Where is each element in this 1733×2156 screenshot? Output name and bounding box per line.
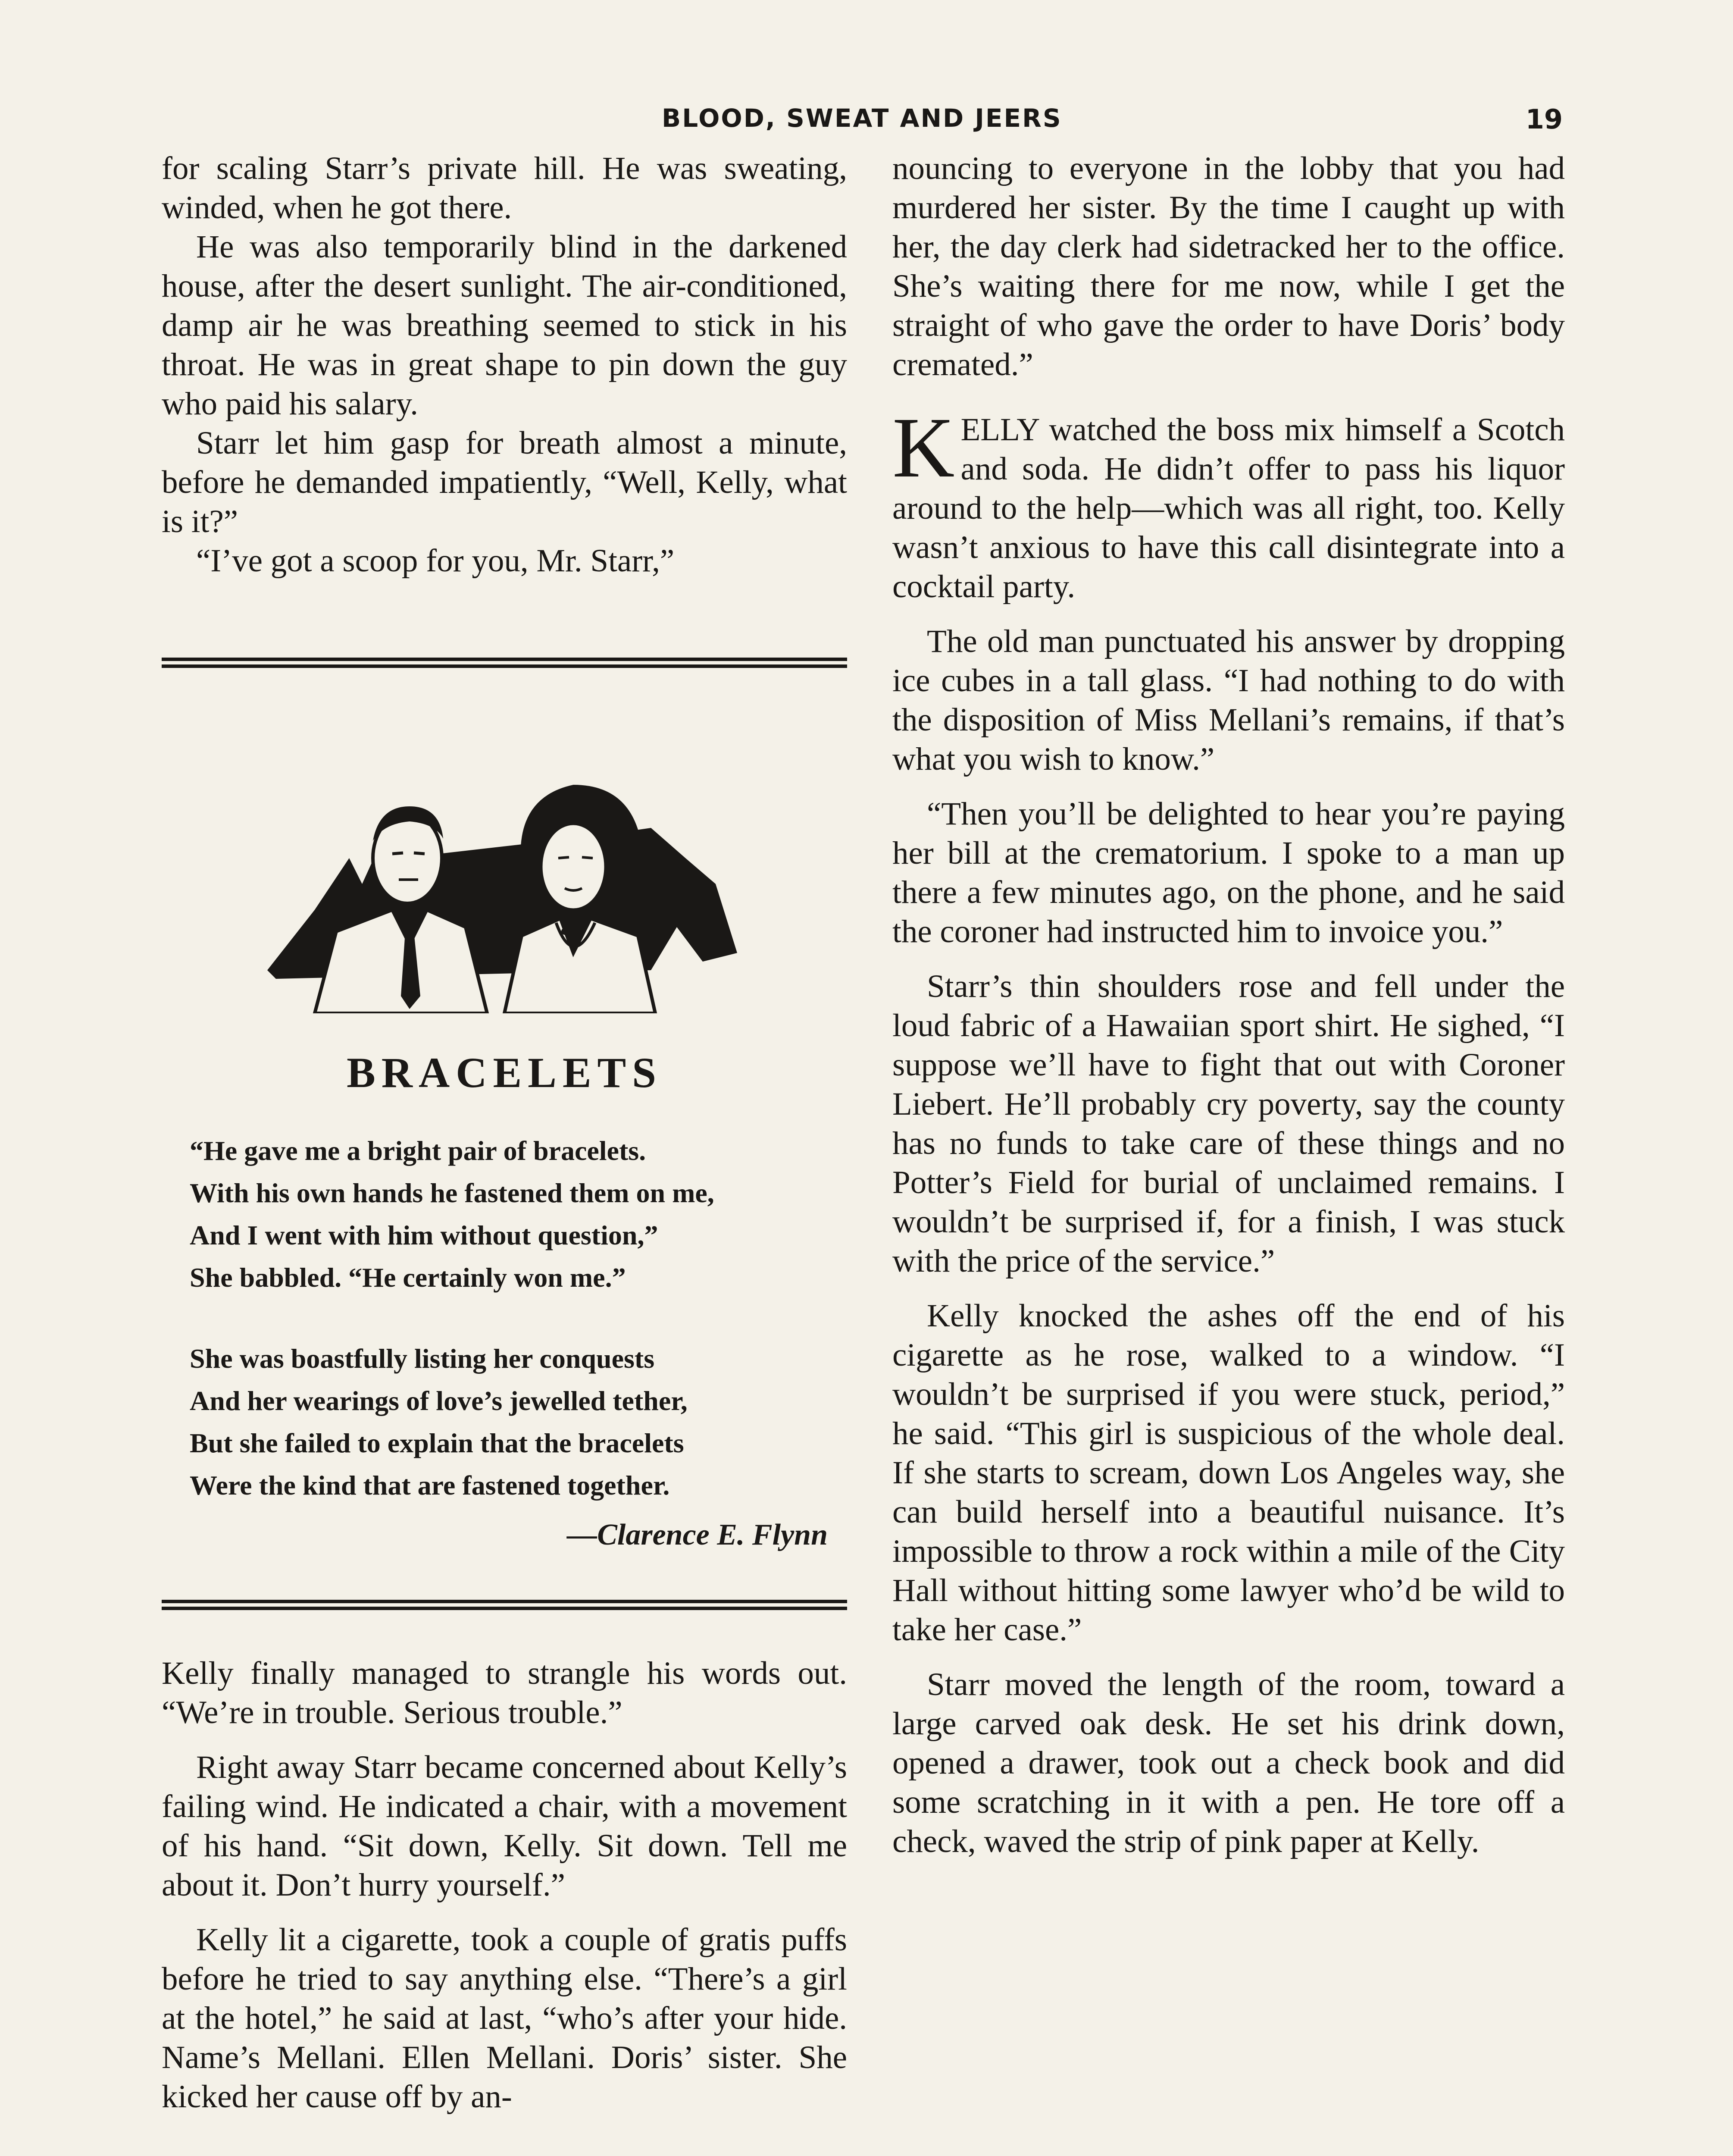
- running-title: BLOOD, SWEAT AND JEERS: [662, 103, 1062, 133]
- paragraph: Kelly lit a cigarette, took a couple of gratis puffs before he tried to say anything else. “There’s a girl at the hotel,” he said at last, “who’s after your hide. Name’s Mellani. Ellen Mellani. Doris’ sister. She kicked her cause off by an-: [162, 1922, 847, 2115]
- paragraph: The old man punctuated his answer by dropping ice cubes in a tall glass. “I had nothing to do with the disposition of Miss Mellani’s remains, if that’s what you wish to know.”: [892, 624, 1565, 777]
- poem-line: She babbled. “He certainly won me.”: [190, 1262, 626, 1293]
- poem-line: With his own hands he fastened them on me,: [190, 1178, 714, 1208]
- paragraph-dropcap: [892, 400, 1565, 606]
- poem-stanza: [190, 1338, 828, 1507]
- poem-line: “He gave me a bright pair of bracelets.: [190, 1135, 646, 1166]
- poem: [190, 1130, 828, 1545]
- paragraph: He was also temporarily blind in the darkened house, after the desert sunlight. The air-conditioned, damp air he was breathing seemed to stick in his throat. He was in great shape to pin down the guy who paid his salary.: [162, 229, 847, 422]
- double-rule-bottom: [162, 1600, 847, 1610]
- right-column: [892, 149, 1565, 1861]
- left-column-top: [162, 149, 847, 580]
- paragraph: Right away Starr became concerned about Kelly’s failing wind. He indicated a chair, with a movement of his hand. “Sit down, Kelly. Sit down. Tell me about it. Don’t hurry yourself.”: [162, 1749, 847, 1903]
- paragraph: for scaling Starr’s private hill. He was sweating, winded, when he got there.: [162, 150, 847, 226]
- poem-stanza: [190, 1130, 828, 1299]
- paragraph: “Then you’ll be delighted to hear you’re paying her bill at the crematorium. I spoke to a man up there a few minutes ago, on the phone, and he said the coroner had instructed him to invoice you.”: [892, 796, 1565, 950]
- poem-byline: —Clarence E. Flynn: [567, 1518, 828, 1551]
- poem-line: She was boastfully listing her conquests: [190, 1343, 655, 1374]
- paragraph: Kelly finally managed to strangle his words out. “We’re in trouble. Serious trouble.”: [162, 1655, 847, 1730]
- paragraph: Starr’s thin shoulders rose and fell under the loud fabric of a Hawaiian sport shirt. He sighed, “I suppose we’ll have to fight that out with Coroner Liebert. He’ll probably cry poverty, say the county has no funds to take care of these things and no Potter’s Field for burial of unclaimed remains. I wouldn’t be surprised if, for a finish, I was stuck with the price of the service.”: [892, 968, 1565, 1279]
- left-column-bottom: [162, 1654, 847, 2116]
- paragraph: nouncing to everyone in the lobby that you had murdered her sister. By the time I caught up with her, the day clerk had sidetracked her to the office. She’s waiting there for me now, while I get the straight of who gave the order to have Doris’ body cremated.”: [892, 150, 1565, 382]
- paragraph: Kelly knocked the ashes off the end of his cigarette as he rose, walked to a window. “I wouldn’t be surprised if you were stuck, period,” he said. “This girl is suspicious of the whole deal. If she starts to scream, down Los Angeles way, she can build herself into a beautiful nuisance. It’s impossible to throw a rock within a mile of the City Hall without hitting some lawyer who’d be wild to take her case.”: [892, 1298, 1565, 1648]
- poem-line: But she failed to explain that the bracelets: [190, 1428, 684, 1458]
- poem-illustration: [263, 729, 741, 1013]
- paragraph: Starr let him gasp for breath almost a minute, before he demanded impatiently, “Well, Kelly, what is it?”: [162, 425, 847, 539]
- paragraph-text: ELLY watched the boss mix himself a Scotch and soda. He didn’t offer to pass his liquor around to the help—which was all right, too. Kelly wasn’t anxious to have this call disintegrate into a cocktail party.: [892, 412, 1565, 605]
- drop-cap: K: [892, 400, 955, 495]
- poem-line: And her wearings of love’s jewelled tether,: [190, 1385, 688, 1416]
- page-number: 19: [1525, 103, 1563, 135]
- poem-title: BRACELETS: [347, 1049, 662, 1097]
- paragraph: “I’ve got a scoop for you, Mr. Starr,”: [196, 543, 675, 579]
- double-rule-top: [162, 658, 847, 668]
- running-header: [162, 103, 1563, 142]
- paragraph: Starr moved the length of the room, toward a large carved oak desk. He set his drink down, opened a drawer, took out a check book and did some scratching in it with a pen. He tore off a check, waved the strip of pink paper at Kelly.: [892, 1667, 1565, 1859]
- poem-line: Were the kind that are fastened together.: [190, 1470, 670, 1501]
- poem-line: And I went with him without question,”: [190, 1220, 658, 1250]
